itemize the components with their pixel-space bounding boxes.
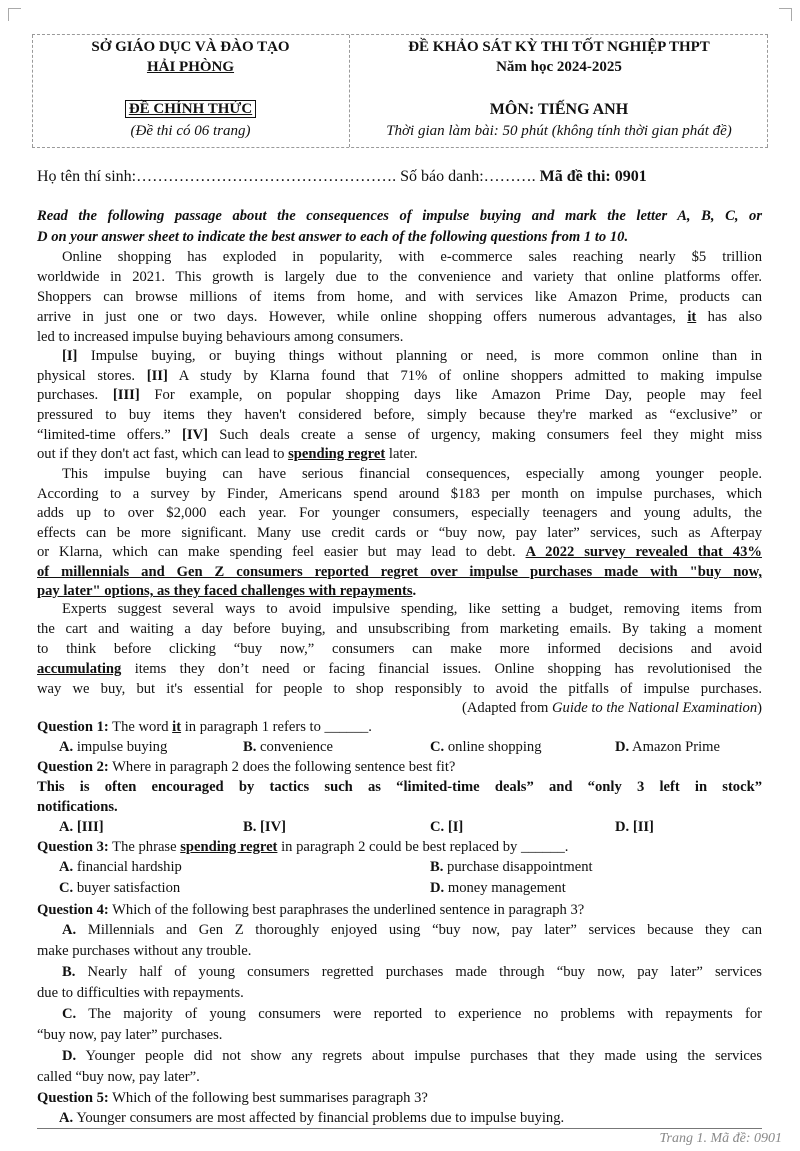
exam-code: Mã đề thi: 0901: [539, 168, 647, 185]
marker-iii: [III]: [112, 387, 140, 403]
q3-option-d[interactable]: D. money management: [430, 880, 566, 896]
word-it: it: [687, 309, 697, 325]
p2-line-1: [I] Impulse buying, or buying things without planning or need, is more common online than in: [62, 348, 762, 364]
p3-line-7: pay later" options, as they faced challenges with repayments.: [37, 583, 417, 599]
p4-line-3: to think before clicking “buy now,” consumers can make more informed decisions and avoid: [37, 641, 762, 657]
p4-line-4: accumulating items they don’t need or facing financial issues. Online shopping has revolutionised the: [37, 661, 762, 677]
p1-line-5: led to increased impulse buying behaviours among consumers.: [37, 329, 404, 345]
p4-line-1: Experts suggest several ways to avoid impulsive spending, like setting a budget, removing items from: [62, 601, 762, 617]
q2-sentence-line-2: notifications.: [37, 799, 118, 815]
p1-line-3: Shoppers can browse millions of items from home, and with services like Amazon Prime, products can: [37, 289, 762, 305]
page-count: (Đề thi có 06 trang): [130, 123, 251, 139]
p3-line-5: or Klarna, which can make spending feel easier but may lead to debt. A 2022 survey revealed that 43%: [37, 544, 762, 560]
school-year: Năm học 2024-2025: [496, 59, 622, 75]
time-allowed: Thời gian làm bài: 50 phút (không tính thời gian phát đề): [386, 123, 732, 139]
word-accumulating: accumulating: [37, 661, 122, 677]
marker-iv: [IV]: [182, 427, 208, 443]
q4-option-c-cont: “buy now, pay later” purchases.: [37, 1027, 223, 1043]
p3-line-2: According to a survey by Finder, Americans spend around $183 per month on impulse purchases, which: [37, 486, 762, 502]
p3-line-6: of millennials and Gen Z consumers reported regret over impulse purchases made with "buy now,: [37, 564, 762, 580]
q4-option-c[interactable]: C. The majority of young consumers were reported to experience no problems with repayments for: [62, 1006, 762, 1022]
q5-option-a[interactable]: A. Younger consumers are most affected by financial problems due to impulse buying.: [59, 1110, 565, 1126]
p3-line-1: This impulse buying can have serious financial consequences, especially among younger people.: [62, 466, 762, 482]
q4-option-b-cont: due to difficulties with repayments.: [37, 985, 244, 1001]
p3-line-3: adds up to over $2,000 each year. For younger consumers, especially teenagers and young adults, the: [37, 505, 762, 521]
p1-line-1: Online shopping has exploded in popularity, with e-commerce sales reaching nearly $5 trillion: [62, 249, 762, 265]
q4-option-d[interactable]: D. Younger people did not show any regrets about impulse purchases that they made using the services: [62, 1048, 763, 1064]
p1-line-4: arrive in just one or two days. However, while online shopping offers numerous advantages, it has also: [37, 309, 762, 325]
q2-option-d[interactable]: D. [II]: [615, 819, 654, 835]
q4-option-b[interactable]: B. Nearly half of young consumers regretted purchases made through “buy now, pay later” services: [62, 964, 762, 980]
q2-option-b[interactable]: B. [IV]: [243, 819, 286, 835]
q1-option-c[interactable]: C. online shopping: [430, 739, 542, 755]
p3-line-4: effects can be more significant. Many use credit cards or “buy now, pay later” services, such as Afterpay: [37, 525, 762, 541]
question-3: Question 3: The phrase spending regret in paragraph 2 could be best replaced by ______.: [37, 839, 569, 855]
crop-mark-top-right: [779, 8, 792, 21]
official-stamp: ĐỀ CHÍNH THỨC: [125, 100, 256, 118]
instructions-line-2: D on your answer sheet to indicate the best answer to each of the following questions from 1 to 10.: [37, 229, 629, 245]
q2-option-a[interactable]: A. [III]: [59, 819, 104, 835]
q4-option-d-cont: called “buy now, pay later”.: [37, 1069, 200, 1085]
marker-ii: [II]: [146, 368, 168, 384]
exam-header: [32, 34, 768, 148]
underlined-sentence-start: A 2022 survey revealed that 43%: [525, 544, 762, 560]
department-name: SỞ GIÁO DỤC VÀ ĐÀO TẠO: [91, 39, 290, 55]
p1-line-2: worldwide in 2021. This growth is largely due to the convenience and variety that online platforms offer.: [37, 269, 762, 285]
candidate-fields: Họ tên thí sinh:…………………………………………. Số báo danh:……….: [37, 168, 540, 185]
footer-rule: [37, 1128, 762, 1129]
p2-line-6: out if they don't act fast, which can lead to spending regret later.: [37, 446, 418, 462]
subject-title: MÔN: TIẾNG ANH: [489, 101, 629, 118]
p4-line-2: the cart and waiting a day before buying, and unsubscribing from marketing emails. By taking a moment: [37, 621, 762, 637]
q2-sentence-line-1: This is often encouraged by tactics such as “limited-time deals” and “only 3 left in stock”: [37, 779, 762, 795]
q3-option-a[interactable]: A. financial hardship: [59, 859, 182, 875]
source-note: (Adapted from Guide to the National Examination): [462, 700, 762, 716]
q4-option-a-cont: make purchases without any trouble.: [37, 943, 252, 959]
question-5: Question 5: Which of the following best summarises paragraph 3?: [37, 1090, 428, 1106]
q2-option-c[interactable]: C. [I]: [430, 819, 464, 835]
q3-option-c[interactable]: C. buyer satisfaction: [59, 880, 181, 896]
p2-line-3: purchases. [III] For example, on popular shopping days like Amazon Prime Day, people may feel: [37, 387, 763, 403]
p2-line-4: pressured to buy items they haven't considered before, simply because they're marked as “exclusive” or: [37, 407, 762, 423]
department-city: HẢI PHÒNG: [146, 59, 235, 75]
q3-option-b[interactable]: B. purchase disappointment: [430, 859, 593, 875]
exam-title: ĐỀ KHẢO SÁT KỲ THI TỐT NGHIỆP THPT: [408, 39, 710, 55]
question-4: Question 4: Which of the following best paraphrases the underlined sentence in paragraph 3?: [37, 902, 585, 918]
p2-line-5: “limited-time offers.” [IV] Such deals create a sense of urgency, making consumers feel they might miss: [37, 427, 763, 443]
q4-option-a[interactable]: A. Millennials and Gen Z thoroughly enjoyed using “buy now, pay later” services because they can: [62, 922, 762, 938]
p4-line-5: way we buy, but it's essential for people to shop responsibly to avoid the pitfalls of impulse purchases.: [37, 681, 762, 697]
p2-line-2: physical stores. [II] A study by Klarna found that 71% of online shoppers admitted to making impulse: [37, 368, 763, 384]
q1-option-a[interactable]: A. impulse buying: [59, 739, 168, 755]
marker-i: [I]: [62, 348, 78, 364]
phrase-spending-regret: spending regret: [288, 446, 386, 462]
page-footer: Trang 1. Mã đề: 0901: [659, 1131, 782, 1146]
question-1: Question 1: The word it in paragraph 1 refers to ______.: [37, 719, 372, 735]
crop-mark-top-left: [8, 8, 21, 21]
candidate-info: [37, 168, 647, 186]
underlined-sentence-end: pay later" options, as they faced challenges with repayments: [37, 583, 413, 599]
q1-option-b[interactable]: B. convenience: [243, 739, 333, 755]
question-2: Question 2: Where in paragraph 2 does the following sentence best fit?: [37, 759, 456, 775]
q1-option-d[interactable]: D. Amazon Prime: [615, 739, 720, 755]
instructions-line-1: Read the following passage about the consequences of impulse buying and mark the letter A, B, C, or: [37, 208, 762, 224]
